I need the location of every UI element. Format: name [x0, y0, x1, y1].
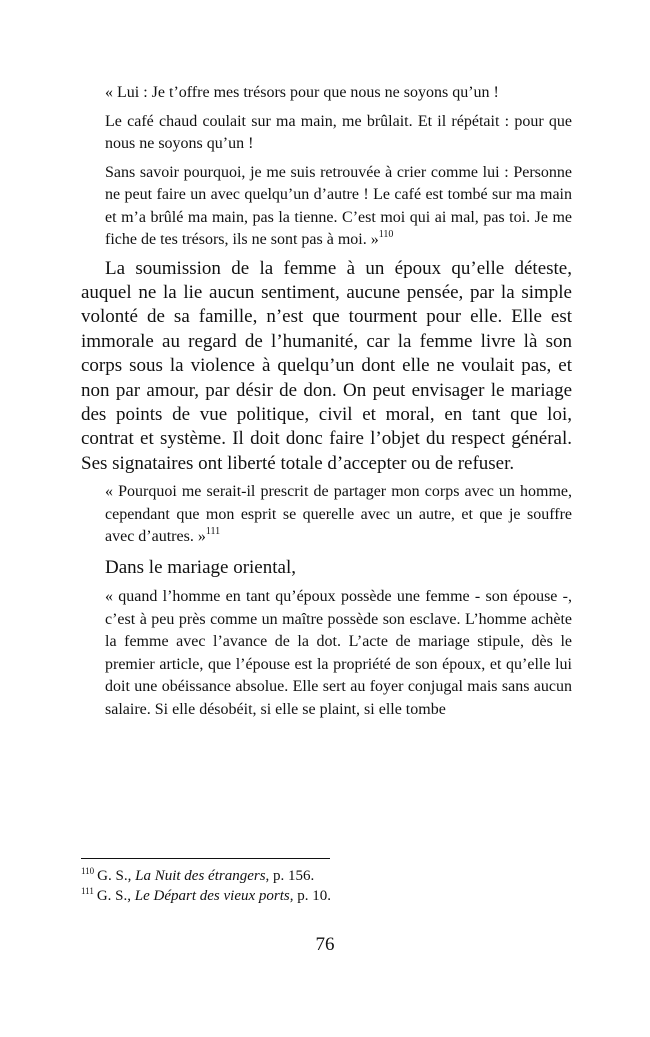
quote-4-text: « Pourquoi me serait-il prescrit de partager mon corps avec un homme, cependant que mon esprit se querelle avec un autre, et que je souffre avec d’autres. »	[105, 483, 572, 546]
footnote-author: G. S.,	[97, 868, 136, 884]
footnote-number: 110	[81, 866, 95, 876]
quote-2-text: Le café chaud coulait sur ma main, me brûlait. Et il répétait : pour que nous ne soyons qu’un !	[105, 112, 572, 152]
block-quote-4	[105, 481, 572, 549]
footnote-title: La Nuit des étrangers	[135, 868, 266, 884]
quote-1-text: « Lui : Je t’offre mes trésors pour que nous ne soyons qu’un !	[105, 84, 499, 101]
block-quote-3	[105, 162, 572, 252]
body-paragraph-1: La soumission de la femme à un époux qu’elle déteste, auquel ne la lie aucun sentiment, aucune pensée, par la simple volonté de sa famille, n’est que tourment pour elle. Elle est immorale au regard de l’humanité, car la femme livre là son corps sous la violence à quelqu’un dont elle ne voulait pas, et non par amour, par désir de don. On peut envisager le mariage des points de vue politique, civil et moral, en tant que loi, contrat et système. Il doit donc faire l’objet du respect général. Ses signataires ont liberté totale d’accepter ou de refuser.	[81, 257, 572, 474]
footnote-separator	[81, 858, 330, 859]
block-quote-2	[105, 111, 572, 156]
page-number: 76	[315, 934, 335, 955]
body-paragraph-2: Dans le mariage oriental,	[105, 556, 296, 578]
quote-3-text: Sans savoir pourquoi, je me suis retrouvée à crier comme lui : Personne ne peut faire un avec quelqu’un d’autre ! Le café est tombé sur ma main et m’a brûlé ma main, pas la tienne. C’est moi qui ai mal, pas toi. Je me fiche de tes trésors, ils ne sont pas à moi. »	[105, 163, 572, 248]
main-text	[81, 82, 572, 721]
footnote-111	[81, 886, 572, 906]
block-quote-1	[105, 82, 572, 105]
footnote-author: G. S.,	[96, 888, 135, 904]
footnote-page: , p. 10.	[289, 888, 332, 904]
footnote-ref-111[interactable]: 111	[205, 526, 221, 538]
footnote-title: Le Départ des vieux ports	[134, 888, 290, 904]
footnote-page: , p. 156.	[265, 868, 315, 884]
footnote-110	[81, 866, 572, 886]
footnotes	[81, 866, 572, 906]
footnote-number: 111	[81, 886, 94, 896]
block-quote-5: « quand l’homme en tant qu’époux possède une femme - son épouse -, c’est à peu près comme un maître possède son esclave. L’homme achète la femme avec l’avance de la dot. L’acte de mariage stipule, dès le premier article, que l’épouse est la propriété de son époux, et qu’elle lui doit une obéissance absolue. Elle sert au foyer conjugal mais sans aucun salaire. Si elle désobéit, si elle se plaint, si elle tombe	[105, 588, 572, 718]
footnote-ref-110[interactable]: 110	[378, 229, 394, 240]
